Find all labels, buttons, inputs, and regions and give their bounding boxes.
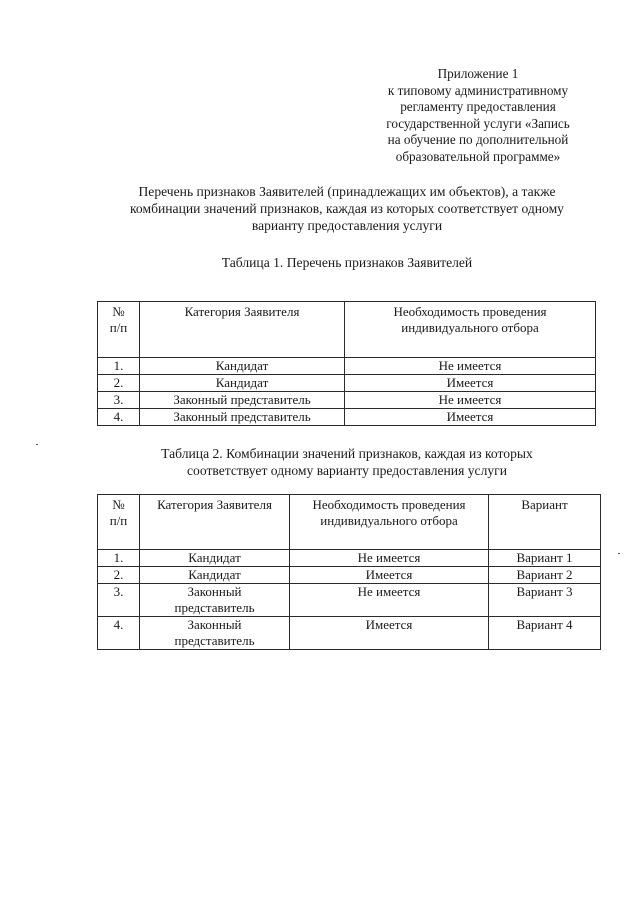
table-row (98, 375, 596, 392)
table-row (98, 584, 601, 617)
cell-number: 1. (98, 358, 140, 375)
header-selection: Необходимость проведения индивидуального отбора (345, 302, 596, 358)
cell-selection: Не имеется (290, 584, 489, 617)
appendix-line: регламенту предоставления (400, 99, 556, 114)
cell-variant: Вариант 2 (489, 567, 601, 584)
cell-selection: Имеется (345, 375, 596, 392)
table1-caption: Таблица 1. Перечень признаков Заявителей (221, 255, 473, 270)
document-heading (80, 183, 614, 234)
appendix-line: государственной услуги «Запись (386, 115, 570, 131)
cell-selection: Не имеется (345, 392, 596, 409)
appendix-line: на обучение по дополнительной (387, 132, 569, 147)
cell-number: 3. (98, 392, 140, 409)
cell-number: 3. (98, 584, 140, 617)
table-row (98, 550, 601, 567)
table-row (98, 617, 601, 650)
cell-variant: Вариант 1 (489, 550, 601, 567)
table-row (98, 567, 601, 584)
header-variant: Вариант (489, 495, 601, 550)
cell-selection: Имеется (290, 617, 489, 650)
table-row (98, 358, 596, 375)
cell-number: 2. (98, 375, 140, 392)
cell-selection: Не имеется (345, 358, 596, 375)
cell-category: Кандидат (140, 358, 345, 375)
caption-line: соответствует одному варианту предоставления услуги (187, 463, 507, 478)
scan-speck (618, 553, 620, 554)
cell-category: Законный представитель (140, 617, 290, 650)
cell-category: Кандидат (140, 567, 290, 584)
appendix-line: Приложение 1 (437, 66, 519, 81)
cell-number: 4. (98, 409, 140, 426)
table-header-row (98, 495, 601, 550)
table1-applicant-attributes (97, 301, 596, 426)
table-row (98, 409, 596, 426)
header-number: № п/п (98, 495, 140, 550)
cell-number: 2. (98, 567, 140, 584)
cell-category: Кандидат (140, 550, 290, 567)
table2-caption (80, 445, 614, 479)
cell-category: Кандидат (140, 375, 345, 392)
cell-selection: Имеется (290, 567, 489, 584)
cell-category: Законный представитель (140, 584, 290, 617)
heading-line: комбинации значений признаков, каждая из которых соответствует одному (130, 201, 564, 216)
table-header-row (98, 302, 596, 358)
table-row (98, 392, 596, 409)
cell-number: 4. (98, 617, 140, 650)
header-selection: Необходимость проведения индивидуального отбора (290, 495, 489, 550)
cell-number: 1. (98, 550, 140, 567)
heading-line: варианту предоставления услуги (251, 218, 443, 233)
header-category: Категория Заявителя (140, 495, 290, 550)
cell-category: Законный представитель (140, 392, 345, 409)
cell-selection: Не имеется (290, 550, 489, 567)
scan-speck (36, 444, 38, 445)
table2-attribute-combinations (97, 494, 601, 650)
cell-category: Законный представитель (140, 409, 345, 426)
caption-line: Таблица 2. Комбинации значений признаков, каждая из которых (161, 446, 533, 461)
header-category: Категория Заявителя (140, 302, 345, 358)
header-number: № п/п (98, 302, 140, 358)
cell-selection: Имеется (345, 409, 596, 426)
appendix-line: образовательной программе» (395, 148, 561, 164)
heading-line: Перечень признаков Заявителей (принадлежащих им объектов), а также (138, 184, 556, 199)
appendix-note (356, 66, 600, 165)
cell-variant: Вариант 3 (489, 584, 601, 617)
cell-variant: Вариант 4 (489, 617, 601, 650)
appendix-line: к типовому административному (387, 82, 569, 98)
